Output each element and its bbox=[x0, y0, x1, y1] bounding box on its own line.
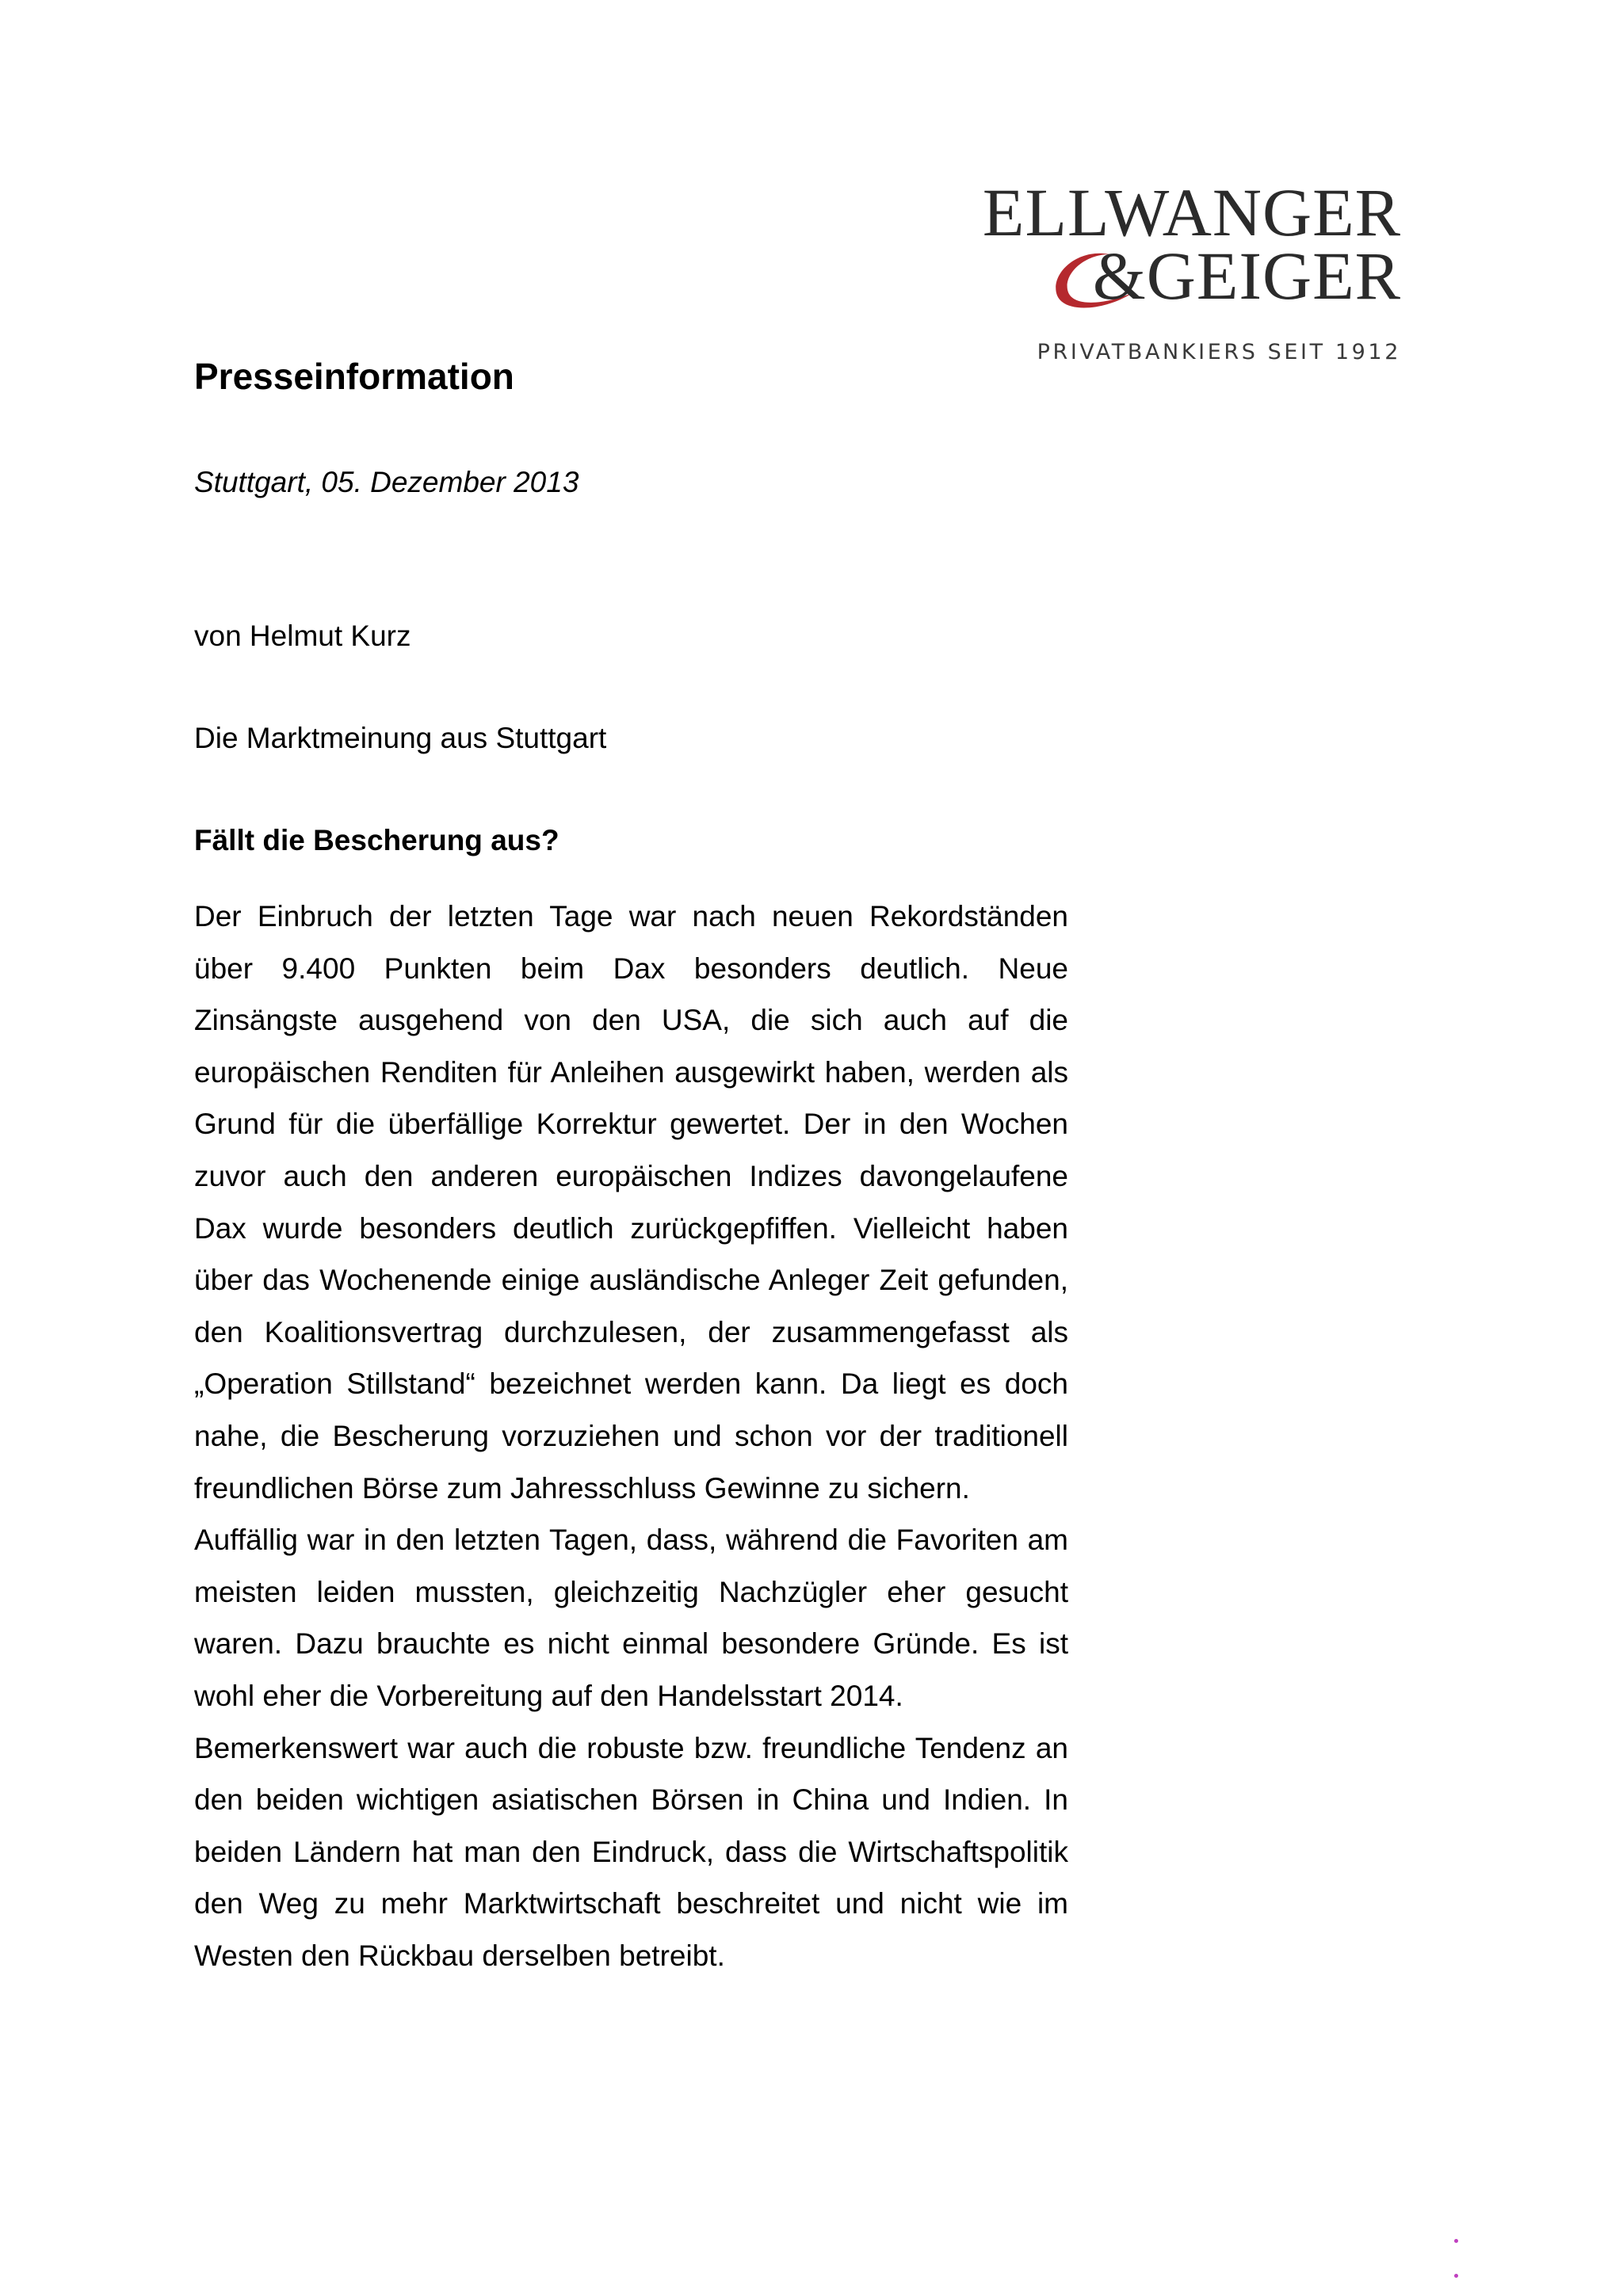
dateline: Stuttgart, 05. Dezember 2013 bbox=[194, 466, 579, 498]
logo-wordmark-line2: &GEIGER bbox=[1092, 238, 1401, 314]
page-title: Presseinformation bbox=[194, 356, 514, 397]
article-paragraph: Bemerkenswert war auch die robuste bzw. freundliche Tendenz an den beiden wichtigen asiatischen Börsen in China und Indien. In beiden Ländern hat man den Eindruck, dass die Wirtschaftspolitik den Weg zu mehr Marktwirtschaft beschreitet und nicht wie im Westen den Rückbau derselben betreibt. bbox=[194, 1731, 1068, 1972]
author-line: von Helmut Kurz bbox=[194, 620, 411, 652]
company-logo bbox=[982, 174, 1401, 368]
logo-tagline: PRIVATBANKIERS SEIT 1912 bbox=[1037, 340, 1401, 364]
article-headline: Fällt die Bescherung aus? bbox=[194, 824, 559, 856]
article-paragraph: Auffällig war in den letzten Tagen, dass, während die Favoriten am meisten leiden mussten, gleichzeitig Nachzügler eher gesucht waren. Dazu brauchte es nicht einmal besondere Gründe. Es ist wohl eher die Vorbereitung auf den Handelsstart 2014. bbox=[194, 1524, 1068, 1712]
series-title: Die Marktmeinung aus Stuttgart bbox=[194, 722, 607, 754]
footer-dot bbox=[1454, 2274, 1458, 2278]
article-paragraph: Der Einbruch der letzten Tage war nach neuen Rekordständen über 9.400 Punkten beim Dax besonders deutlich. Neue Zinsängste ausgehend von den USA, die sich auch auf die europäischen Renditen für Anleihen ausgewirkt haben, werden als Grund für die überfällige Korrektur gewertet. Der in den Wochen zuvor auch den anderen europäischen Indizes davongelaufene Dax wurde besonders deutlich zurückgepfiffen. Vielleicht haben über das Wochenende einige ausländische Anleger Zeit gefunden, den Koalitionsvertrag durchzulesen, der zusammengefasst als „Operation Stillstand“ bezeichnet werden kann. Da liegt es doch nahe, die Bescherung vorzuziehen und schon vor der traditionell freundlichen Börse zum Jahresschluss Gewinne zu sichern. bbox=[194, 900, 1068, 1505]
footer-dots bbox=[1454, 2225, 1461, 2288]
logo-wordmark-line1: ELLWANGER bbox=[982, 174, 1401, 250]
footer-dot bbox=[1454, 2239, 1458, 2243]
article-body bbox=[194, 891, 1068, 1981]
